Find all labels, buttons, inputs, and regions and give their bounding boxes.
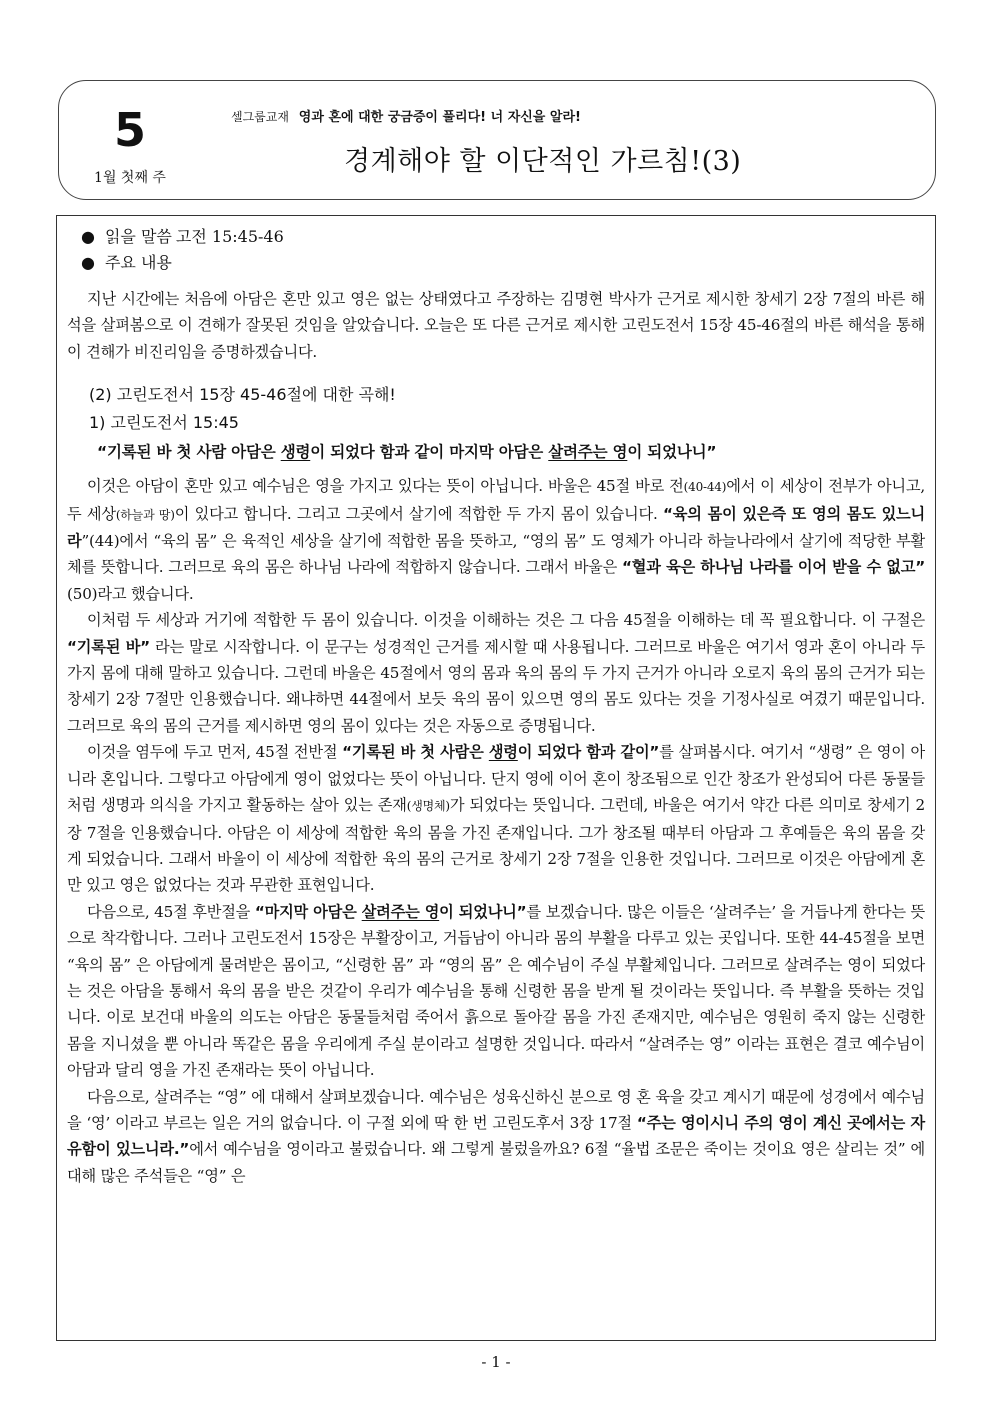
emphasis-underline: 생령 bbox=[488, 743, 518, 762]
emphasis: “기록된 바” bbox=[67, 637, 150, 656]
reading-row bbox=[67, 224, 925, 250]
series-label: 셀그룹교재 bbox=[231, 110, 289, 124]
text: 가 되었다는 뜻입니다. 그런데, 바울은 여기서 약간 다른 의미로 창세기 2장 7절을 인용했습니다. 아담은 이 세상에 적합한 육의 몸을 가진 존재입니다. 그가 창조될 때부터 아담과 그 후예들은 육의 몸을 갖게 되었습니다. 그래서 바울이 이 세상에 적합한 육의 몸의 근거로 창세기 2장 7절을 인용한 것입니다. 그러므로 이것은 아담에게 혼만 있고 영은 없었다는 것과 무관한 표현입니다. bbox=[67, 796, 926, 895]
text: 이처럼 두 세상과 거기에 적합한 두 몸이 있습니다. 이것을 이해하는 것은 그 다음 45절을 이해하는 데 꼭 필요합니다. 이 구절은 bbox=[87, 611, 925, 630]
paragraph-2 bbox=[67, 607, 925, 739]
text: 에서 예수님을 영이라고 불렀습니다. 왜 그렇게 불렀을까요? 6절 “율법 조문은 죽이는 것이요 영은 살리는 것” 에 대해 많은 주석들은 “영” 은 bbox=[67, 1140, 925, 1185]
lesson-header bbox=[58, 80, 936, 200]
page-title: 경계해야 할 이단적인 가르침!(3) bbox=[344, 146, 742, 177]
emphasis: “기록된 바 첫 사람은 bbox=[342, 743, 489, 762]
quote-text: “기록된 바 첫 사람 아담은 bbox=[97, 443, 281, 462]
text: (50)라고 했습니다. bbox=[67, 584, 194, 603]
series-title: 영과 혼에 대한 궁금증이 풀리다! 너 자신을 알라! bbox=[298, 110, 581, 125]
text-small: (하늘과 땅) bbox=[115, 507, 175, 522]
emphasis: “마지막 아담은 bbox=[254, 902, 362, 921]
paragraph-4 bbox=[67, 899, 925, 1084]
main-content-label: 주요 내용 bbox=[104, 253, 172, 272]
quote-underline: 생령 bbox=[280, 443, 311, 462]
text: 를 보겠습니다. 많은 이들은 ‘살려주는’ 을 거듭나게 한다는 뜻으로 착각합니다. 그러나 고린도전서 15장은 부활장이고, 거듭남이 아니라 몸의 부활을 다루고 있는 곳입니다. 또한 44-45절을 보면 “육의 몸” 은 아담에게 물려받은 몸이고, “신령한 몸” 과 “영의 몸” 은 예수님이 주실 부활체입니다. 그러므로 살려주는 영이 되었다는 것은 아담을 통해서 육의 몸을 받은 것같이 우리가 예수님을 통해 신령한 몸을 받게 될 것이라는 뜻입니다. 즉 부활을 뜻하는 것입니다. 이로 보건대 바울의 의도는 아담은 동물들처럼 죽어서 흙으로 돌아갈 몸을 가진 존재지만, 예수님은 영원히 죽지 않는 신령한 몸을 지니셨을 뿐 아니라 똑같은 몸을 우리에게 주실 분이라고 설명한 것입니다. 따라서 “살려주는 영” 이라는 표현은 결코 예수님이 아담과 달리 영을 가진 존재라는 뜻이 아닙니다. bbox=[67, 902, 925, 1080]
reading-ref: 고전 15:45-46 bbox=[175, 227, 284, 246]
week-label: 1월 첫째 주 bbox=[94, 170, 166, 186]
paragraph-1 bbox=[67, 473, 925, 607]
text: 에서 이 세상이 전부가 아니고, 두 세상 bbox=[67, 477, 925, 523]
text: 이것은 아담이 혼만 있고 예수님은 영을 가지고 있다는 뜻이 아닙니다. 바울은 45절 바로 전 bbox=[87, 477, 684, 496]
emphasis: 이 되었다 함과 같이” bbox=[517, 743, 660, 762]
text: ”(44)에서 “육의 몸” 은 육적인 세상을 살기에 적합한 몸을 뜻하고, “영의 몸” 도 영체가 아니라 하늘나라에서 살기에 적당한 부활체를 뜻합니다. 그러므로 육의 몸은 하나님 나라에 적합하지 않습니다. 그래서 바울은 bbox=[67, 532, 925, 577]
quote-text: 이 되었다 함과 같이 마지막 아담은 bbox=[310, 443, 549, 462]
emphasis: “혈과 육은 하나님 나라를 이어 받을 수 없고” bbox=[622, 558, 925, 577]
intro-paragraph: 지난 시간에는 처음에 아담은 혼만 있고 영은 없는 상태였다고 주장하는 김명현 박사가 근거로 제시한 창세기 2장 7절의 바른 해석을 살펴봄으로 이 견해가 잘못된 것임을 알았습니다. 오늘은 또 다른 근거로 제시한 고린도전서 15장 45-46절의 바른 해석을 통해 이 견해가 비진리임을 증명하겠습니다. bbox=[67, 290, 925, 361]
emphasis: 이 되었나니” bbox=[439, 902, 527, 921]
text: 이 있다고 합니다. 그리고 그곳에서 살기에 적합한 두 가지 몸이 있습니다. bbox=[174, 504, 664, 523]
text-small: (40-44) bbox=[683, 480, 727, 495]
page-number: - 1 - bbox=[481, 1353, 511, 1371]
quote-underline: 살려주는 영 bbox=[548, 443, 628, 462]
lesson-number: 5 bbox=[113, 103, 146, 157]
emphasis: “육의 몸이 있은즉 또 영의 몸도 있느니라 bbox=[67, 504, 925, 551]
section-heading: (2) 고린도전서 15장 45-46절에 대한 곡해! bbox=[89, 385, 396, 405]
bullet-icon: ● bbox=[81, 227, 95, 246]
series-line bbox=[231, 106, 581, 125]
scripture-quote bbox=[67, 437, 925, 467]
reading-label: 읽을 말씀 bbox=[104, 227, 172, 246]
text-small: (생명체) bbox=[406, 799, 450, 814]
text: 를 살펴봅시다. 여기서 “생령” 은 영이 아니라 혼입니다. 그렇다고 아담에게 영이 없었다는 뜻이 아닙니다. 단지 영에 이어 혼이 창조됨으로 인간 창조가 완성되어 다른 동물들처럼 생명과 의식을 가지고 활동하는 살아 있는 존재 bbox=[67, 743, 925, 815]
sub-heading: 1) 고린도전서 15:45 bbox=[89, 413, 239, 433]
main-content-row bbox=[67, 250, 925, 276]
text: 라는 말로 시작합니다. 이 문구는 성경적인 근거를 제시할 때 사용됩니다. 그러므로 바울은 여기서 영과 혼이 아니라 두 가지 몸에 대해 말하고 있습니다. 그런데 바울은 45절에서 영의 몸과 육의 몸의 두 가지 근거가 아니라 오로지 육의 몸의 근거가 되는 창세기 2장 7절만 인용했습니다. 왜냐하면 44절에서 보듯 육의 몸이 있으면 영의 몸도 있다는 것을 기정사실로 여겼기 때문입니다. 그러므로 육의 몸의 근거를 제시하면 영의 몸이 있다는 것은 자동으로 증명됩니다. bbox=[67, 637, 925, 735]
paragraph-3 bbox=[67, 739, 925, 898]
text: 이것을 염두에 두고 먼저, 45절 전반절 bbox=[87, 743, 343, 762]
text: 다음으로, 45절 후반절을 bbox=[87, 902, 255, 921]
emphasis-underline: 살려주는 영 bbox=[361, 902, 440, 921]
emphasis: “주는 영이시니 주의 영이 계신 곳에서는 자유함이 있느니라.” bbox=[67, 1113, 925, 1159]
bullet-icon: ● bbox=[81, 253, 95, 272]
content-box bbox=[56, 215, 936, 1341]
paragraph-5 bbox=[67, 1084, 925, 1190]
quote-text: 이 되었나니” bbox=[627, 443, 717, 462]
text: 다음으로, 살려주는 “영” 에 대해서 살펴보겠습니다. 예수님은 성육신하신 분으로 영 혼 육을 갖고 계시기 때문에 성경에서 예수님을 ‘영’ 이라고 부르는 일은 거의 없습니다. 이 구절 외에 딱 한 번 고린도후서 3장 17절 bbox=[67, 1087, 925, 1132]
